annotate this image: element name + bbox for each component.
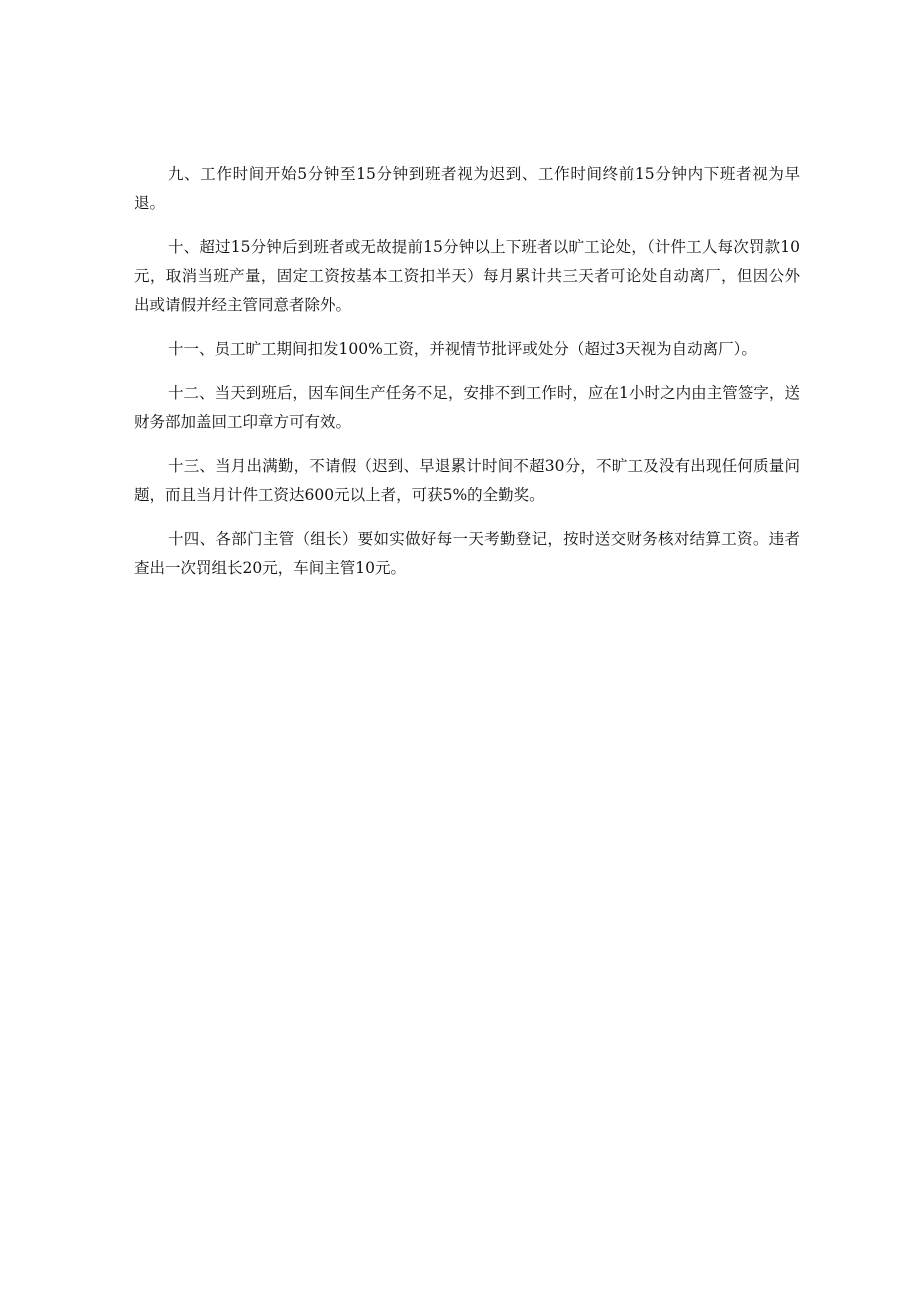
paragraph-12: 十二、当天到班后，因车间生产任务不足，安排不到工作时，应在1小时之内由主管签字，送财务部加盖回工印章方可有效。 bbox=[134, 384, 800, 431]
document-body bbox=[134, 160, 800, 598]
paragraph-11: 十一、员工旷工期间扣发100%工资，并视情节批评或处分（超过3天视为自动离厂）。 bbox=[168, 340, 757, 358]
paragraph-13: 十三、当月出满勤，不请假（迟到、早退累计时间不超30分，不旷工及没有出现任何质量问题，而且当月计件工资达600元以上者，可获5%的全勤奖。 bbox=[134, 457, 800, 504]
paragraph-14: 十四、各部门主管（组长）要如实做好每一天考勤登记，按时送交财务核对结算工资。违者查出一次罚组长20元，车间主管10元。 bbox=[134, 530, 800, 577]
paragraph-10: 十、超过15分钟后到班者或无故提前15分钟以上下班者以旷工论处，（计件工人每次罚款10元，取消当班产量，固定工资按基本工资扣半天）每月累计共三天者可论处自动离厂，但因公外出或请假并经主管同意者除外。 bbox=[134, 238, 800, 314]
paragraph-9: 九、工作时间开始5分钟至15分钟到班者视为迟到、工作时间终前15分钟内下班者视为早退。 bbox=[134, 165, 800, 212]
